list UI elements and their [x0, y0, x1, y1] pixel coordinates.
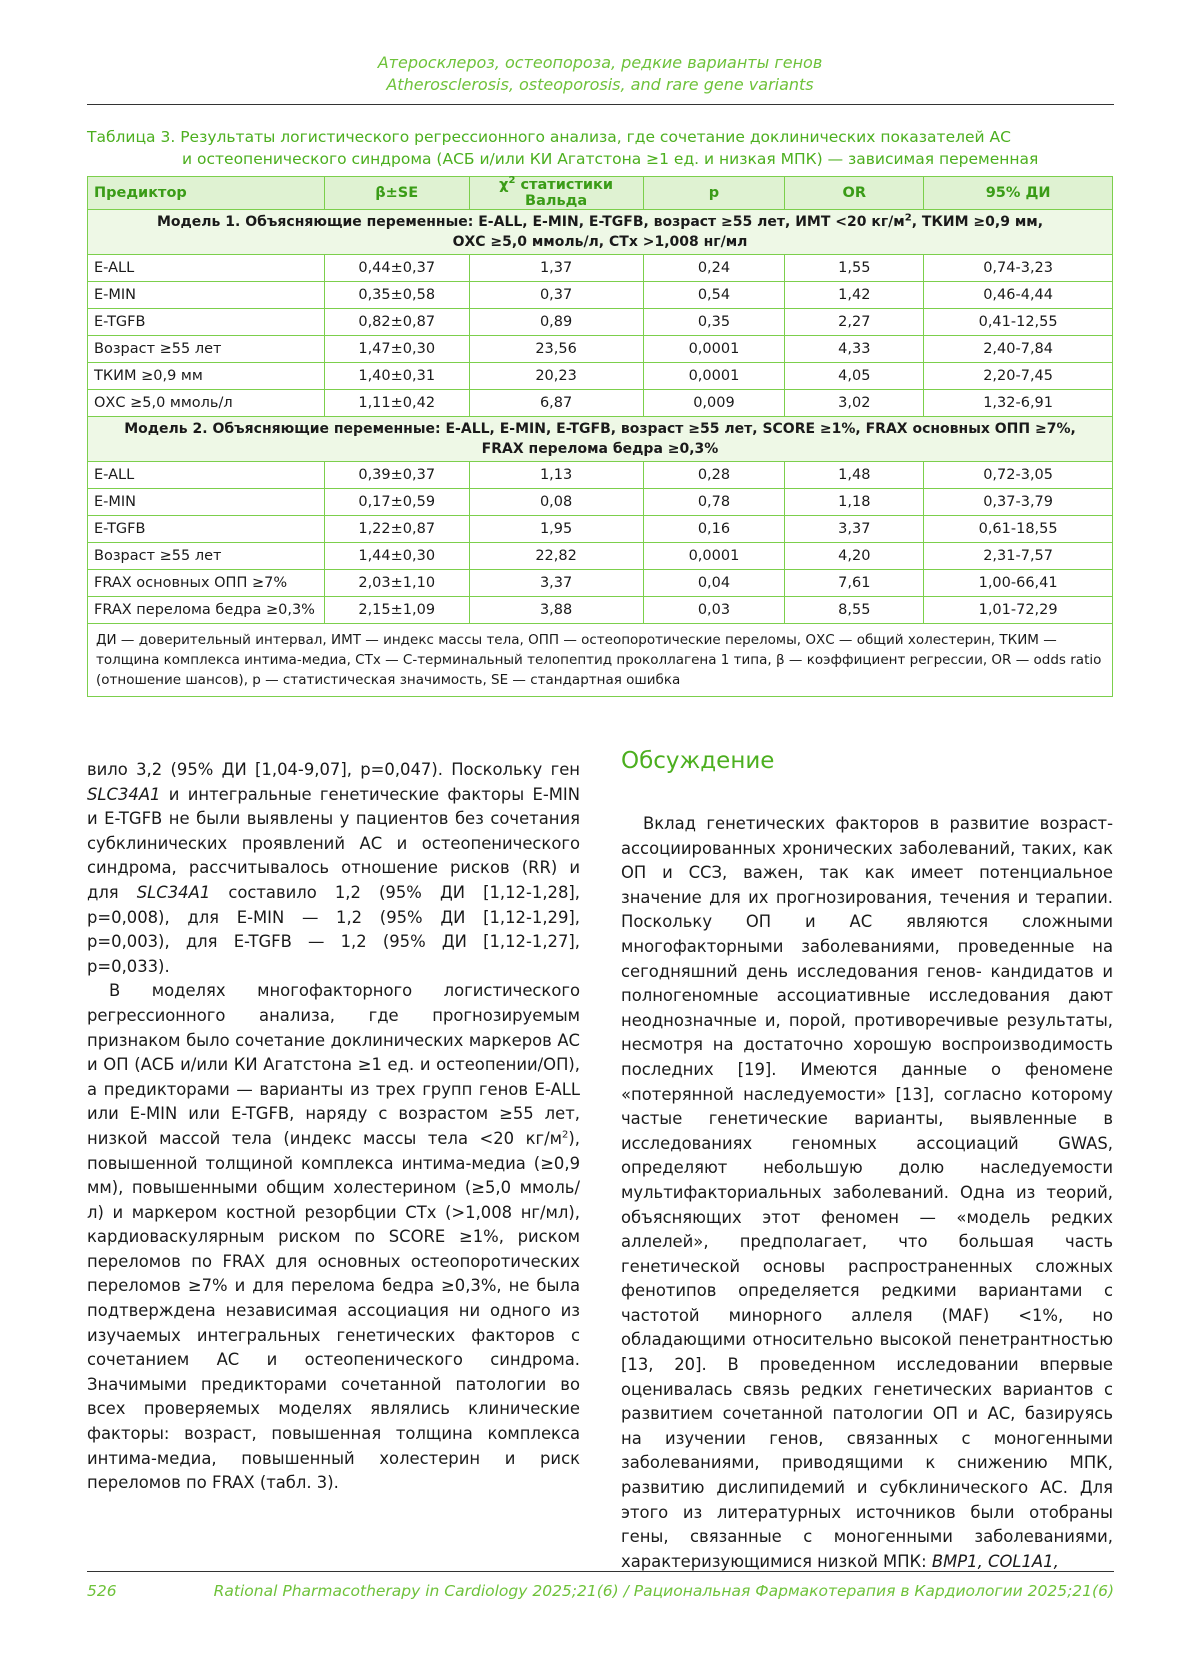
journal-citation: Rational Pharmacotherapy in Cardiology 2025;21(6) / Рациональная Фармакотерапия в Кардиологии 2025;21(6): [213, 1582, 1114, 1600]
table-cell: FRAX основных ОПП ≥7%: [88, 570, 325, 597]
table-cell: 7,61: [785, 570, 924, 597]
col-header-predictor: Предиктор: [88, 177, 325, 210]
table-cell: ТКИМ ≥0,9 мм: [88, 363, 325, 390]
table-cell: E-TGFB: [88, 309, 325, 336]
table-cell: 0,009: [643, 390, 785, 417]
table-caption-line1: Таблица 3. Результаты логистического регрессионного анализа, где сочетание доклинических показателей АС: [87, 128, 1011, 146]
table-cell: 0,03: [643, 597, 785, 624]
gene-name: SLC34A1: [136, 882, 211, 902]
table-cell: 1,11±0,42: [324, 390, 469, 417]
table-footnote: ДИ — доверительный интервал, ИМТ — индекс массы тела, ОПП — остеопоротические переломы, ОХС — общий холестерин, ТКИМ — толщина комплекса интима-медиа, СТх — С-терминальный телопептид проколлагена 1 типа, β — коэффициент регрессии, OR — odds ratio (отношение шансов), p — статистическая значимость, SE — стандартная ошибка: [88, 624, 1113, 697]
table-row: [88, 336, 1113, 363]
page-number: 526: [87, 1582, 117, 1600]
model1-line1-end: , ТКИМ ≥0,9 мм,: [911, 214, 1044, 230]
table-cell: 0,37-3,79: [924, 489, 1113, 516]
gene-list: BMP1, COL1A1,: [931, 1551, 1059, 1571]
left-p1-text-a: вило 3,2 (95% ДИ [1,04-9,07], p=0,047). Поскольку ген: [87, 760, 580, 779]
table-row: [88, 309, 1113, 336]
table-cell: E-ALL: [88, 462, 325, 489]
table-row: [88, 516, 1113, 543]
table-cell: 0,08: [469, 489, 643, 516]
table-header-row: [88, 177, 1113, 210]
results-table: [87, 176, 1113, 697]
table-cell: 0,37: [469, 282, 643, 309]
running-head-en: Atherosclerosis, osteoporosis, and rare gene variants: [386, 75, 814, 94]
table-cell: 1,40±0,31: [324, 363, 469, 390]
table-cell: 3,37: [785, 516, 924, 543]
table-cell: 0,0001: [643, 543, 785, 570]
table-cell: 8,55: [785, 597, 924, 624]
table-cell: Возраст ≥55 лет: [88, 336, 325, 363]
table-cell: 0,39±0,37: [324, 462, 469, 489]
table-cell: 1,47±0,30: [324, 336, 469, 363]
table-cell: 2,03±1,10: [324, 570, 469, 597]
table-row: [88, 390, 1113, 417]
bottom-rule: [87, 1571, 1114, 1572]
model1-superscript: 2: [904, 212, 912, 224]
table-cell: 0,46-4,44: [924, 282, 1113, 309]
col-header-wald: [469, 177, 643, 210]
table-cell: 0,35±0,58: [324, 282, 469, 309]
wald-chi-symbol: χ: [499, 177, 509, 193]
table-cell: 1,00-66,41: [924, 570, 1113, 597]
table-cell: 23,56: [469, 336, 643, 363]
table-cell: 2,15±1,09: [324, 597, 469, 624]
table-cell: Возраст ≥55 лет: [88, 543, 325, 570]
table-cell: 1,13: [469, 462, 643, 489]
table-cell: 3,37: [469, 570, 643, 597]
model1-line1: Модель 1. Объясняющие переменные: E-ALL, E-MIN, E-TGFB, возраст ≥55 лет, ИМТ <20 кг/м: [156, 214, 905, 230]
top-rule: [87, 104, 1114, 105]
table-cell: 0,0001: [643, 363, 785, 390]
table-cell: 1,01-72,29: [924, 597, 1113, 624]
model1-description: [88, 210, 1113, 255]
table-cell: 4,20: [785, 543, 924, 570]
table-cell: 2,31-7,57: [924, 543, 1113, 570]
col-header-beta-se: β±SE: [324, 177, 469, 210]
table-row: [88, 363, 1113, 390]
table-cell: 1,37: [469, 255, 643, 282]
model2-description: [88, 417, 1113, 462]
table-cell: 0,61-18,55: [924, 516, 1113, 543]
right-column: [621, 812, 1113, 1574]
table-cell: 6,87: [469, 390, 643, 417]
table-row: [88, 597, 1113, 624]
left-p2-text-a: В моделях многофакторного логистического регрессионного анализа, где прогнозируемым признаком было сочетание доклинических маркеров АС и ОП (АСБ и/или КИ Агатстона ≥1 ед. и остеопении/ОП), а предикторами — варианты из трех групп генов E-ALL или E-MIN или E-TGFB, наряду с возрастом ≥55 лет, низкой массой тела (индекс массы тела <20 кг/м: [87, 981, 580, 1148]
table-cell: 0,0001: [643, 336, 785, 363]
table-cell: 0,16: [643, 516, 785, 543]
model2-row: [88, 417, 1113, 462]
table-body: [88, 210, 1113, 697]
table-cell: 20,23: [469, 363, 643, 390]
table-row: [88, 255, 1113, 282]
table-row: [88, 282, 1113, 309]
table-cell: 2,20-7,45: [924, 363, 1113, 390]
left-paragraph-2: [87, 979, 580, 1495]
table-caption-line2: и остеопенического синдрома (АСБ и/или КИ Агатстона ≥1 ед. и низкая МПК) — зависимая переменная: [182, 150, 1039, 168]
wald-chi-superscript: 2: [508, 175, 516, 187]
table-cell: ОХС ≥5,0 ммоль/л: [88, 390, 325, 417]
table-cell: E-ALL: [88, 255, 325, 282]
left-p1-text-c: составило 1,2 (95% ДИ [1,12-1,28], p=0,008), для E-MIN — 1,2 (95% ДИ [1,12-1,29], p=0,003), для E-TGFB — 1,2 (95% ДИ [1,12-1,27], p=0,033).: [87, 882, 580, 976]
left-column: [87, 758, 580, 1496]
table-cell: 0,28: [643, 462, 785, 489]
table-row: [88, 462, 1113, 489]
right-p1-text: Вклад генетических факторов в развитие возраст-ассоциированных хронических заболеваний, таких, как ОП и ССЗ, важен, так как имеет потенциальное значение для их прогнозирования, течения и терапии. Поскольку ОП и АС являются сложными многофакторными заболеваниями, проведенные на сегодняшний день исследования генов- кандидатов и полногеномные ассоциативные исследования дают неоднозначные и, порой, противоречивые результаты, несмотря на достаточно хорошую воспроизводимость последних [19]. Имеются данные о феномене «потерянной наследуемости» [13], согласно которому частые генетические варианты, выявленные в исследованиях геномных ассоциаций GWAS, определяют небольшую долю наследуемости мультифакториальных заболеваний. Одна из теорий, объясняющих этот феномен — «модель редких аллелей», предполагает, что большая часть генетической основы распространенных сложных фенотипов определяется редкими вариантами с частотой минорного аллеля (MAF) <1%, но обладающими относительно высокой пенетрантностью [13, 20]. В проведенном исследовании впервые оценивалась связь редких генетических вариантов с развитием сочетанной патологии ОП и АС, базируясь на изучении генов, связанных с моногенными заболеваниями, приводящими к снижению МПК, развитию дислипидемий и субклинического АС. Для этого из литературных источников были отобраны гены, связанные с моногенными заболеваниями, характеризующимися низкой МПК:: [621, 814, 1113, 1571]
table-cell: 0,04: [643, 570, 785, 597]
col-header-or: OR: [785, 177, 924, 210]
model1-line2: ОХС ≥5,0 ммоль/л, СТх >1,008 нг/мл: [452, 234, 748, 250]
table-cell: 1,42: [785, 282, 924, 309]
col-header-p: p: [643, 177, 785, 210]
table-cell: 3,88: [469, 597, 643, 624]
table-cell: 1,32-6,91: [924, 390, 1113, 417]
table-cell: 0,78: [643, 489, 785, 516]
table-cell: E-MIN: [88, 489, 325, 516]
wald-label: статистики Вальда: [515, 177, 614, 209]
table-cell: 0,41-12,55: [924, 309, 1113, 336]
table-cell: 2,40-7,84: [924, 336, 1113, 363]
model1-row: [88, 210, 1113, 255]
table-cell: 1,22±0,87: [324, 516, 469, 543]
table-cell: 1,95: [469, 516, 643, 543]
model2-line1: Модель 2. Объясняющие переменные: E-ALL, E-MIN, E-TGFB, возраст ≥55 лет, SCORE ≥1%, FRAX основных ОПП ≥7%,: [124, 421, 1076, 437]
table-caption: [87, 126, 1117, 170]
model2-line2: FRAX перелома бедра ≥0,3%: [481, 441, 719, 457]
table-row: [88, 543, 1113, 570]
table-cell: 1,55: [785, 255, 924, 282]
left-paragraph-1: [87, 758, 580, 979]
table-cell: 0,44±0,37: [324, 255, 469, 282]
table-cell: FRAX перелома бедра ≥0,3%: [88, 597, 325, 624]
table-cell: 0,74-3,23: [924, 255, 1113, 282]
table-cell: 22,82: [469, 543, 643, 570]
table-cell: 0,72-3,05: [924, 462, 1113, 489]
table-cell: 1,44±0,30: [324, 543, 469, 570]
table-footnote-row: [88, 624, 1113, 697]
left-p2-superscript: 2: [562, 1129, 569, 1141]
table-row: [88, 489, 1113, 516]
left-p2-text-b: ), повышенной толщиной комплекса интима-медиа (≥0,9 мм), повышенными общим холестерином (≥5,0 ммоль/л) и маркером костной резорбции СТх (>1,008 нг/мл), кардиоваскулярным риском по SCORE ≥1%, риском переломов по FRAX для основных остеопоротических переломов ≥7% и для перелома бедра ≥0,3%, не была подтверждена независимая ассоциация ни одного из изучаемых интегральных генетических факторов с сочетанием АС и остеопенического синдрома. Значимыми предикторами сочетанной патологии во всех проверяемых моделях являлись клинические факторы: возраст, повышенная толщина комплекса интима-медиа, повышенный холестерин и риск переломов по FRAX (табл. 3).: [87, 1128, 580, 1493]
table-cell: 0,24: [643, 255, 785, 282]
table-cell: 0,82±0,87: [324, 309, 469, 336]
table-cell: 1,48: [785, 462, 924, 489]
table-cell: 4,33: [785, 336, 924, 363]
right-paragraph-1: [621, 812, 1113, 1574]
gene-name: SLC34A1: [87, 784, 161, 804]
running-head-ru: Атеросклероз, остеопороза, редкие варианты генов: [377, 53, 823, 72]
table-cell: 0,54: [643, 282, 785, 309]
table-cell: 3,02: [785, 390, 924, 417]
table-row: [88, 570, 1113, 597]
table-cell: 0,35: [643, 309, 785, 336]
table-cell: 0,17±0,59: [324, 489, 469, 516]
left-p1-text-b: и интегральные генетические факторы E-MIN и E-TGFB не были выявлены у пациентов без сочетания субклинических проявлений АС и остеопенического синдрома, рассчитывалось отношение рисков (RR) и для: [87, 784, 580, 902]
table-cell: 1,18: [785, 489, 924, 516]
table-cell: 0,89: [469, 309, 643, 336]
table-cell: 2,27: [785, 309, 924, 336]
section-heading-discussion: Обсуждение: [621, 748, 775, 774]
table-cell: E-MIN: [88, 282, 325, 309]
table-cell: E-TGFB: [88, 516, 325, 543]
running-head: [0, 52, 1200, 96]
col-header-ci: 95% ДИ: [924, 177, 1113, 210]
table-cell: 4,05: [785, 363, 924, 390]
